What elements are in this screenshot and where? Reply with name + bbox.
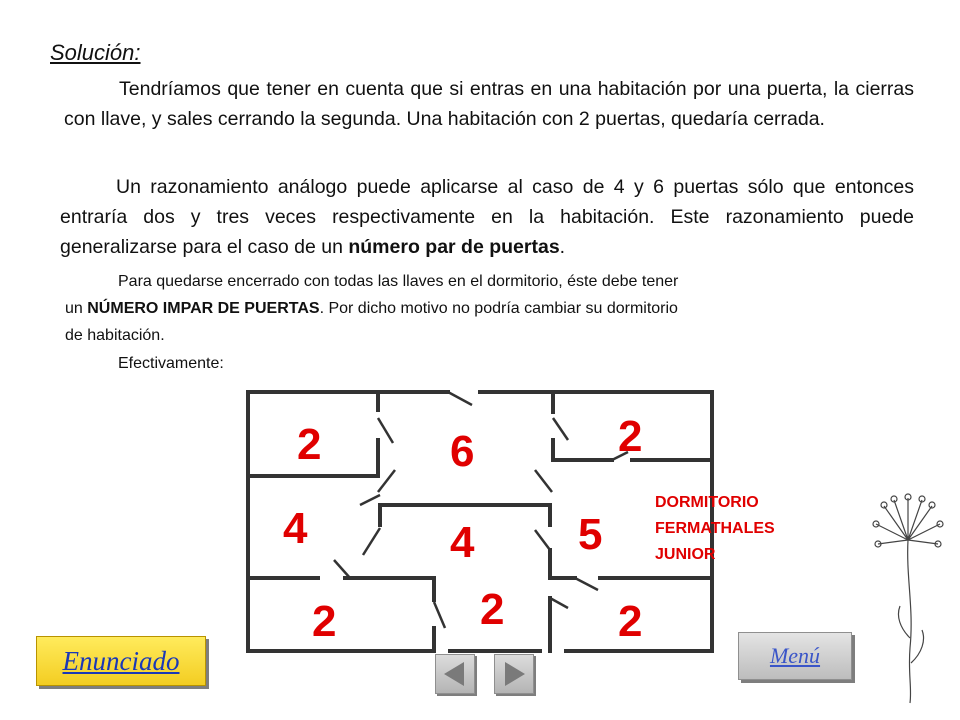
bedroom-label-line: JUNIOR bbox=[655, 546, 716, 563]
door bbox=[334, 560, 350, 578]
dandelion-leaf bbox=[898, 606, 910, 638]
room-door-count: 2 bbox=[480, 585, 505, 634]
dandelion-stem bbox=[908, 540, 911, 703]
door bbox=[378, 470, 395, 492]
paragraph-2-text: Un razonamiento análogo puede aplicarse al caso de 4 y 6 puertas sólo que entonces entraría dos y tres veces respectivamente en la habitación. Este razonamiento puede generalizarse para el caso de un bbox=[60, 176, 914, 258]
room-door-count: 2 bbox=[618, 412, 643, 461]
bedroom-door-count: 5 bbox=[578, 510, 603, 559]
next-slide-button[interactable] bbox=[494, 654, 534, 694]
door bbox=[378, 418, 393, 443]
room-door-count: 6 bbox=[450, 427, 475, 476]
right-triangle-icon bbox=[495, 655, 533, 693]
paragraph-4: Efectivamente: bbox=[118, 355, 224, 372]
door bbox=[434, 602, 445, 628]
solution-title: Solución: bbox=[50, 40, 141, 65]
room-door-count: 2 bbox=[618, 597, 643, 646]
dandelion-flower-illustration bbox=[870, 488, 950, 708]
previous-slide-button[interactable] bbox=[435, 654, 475, 694]
room-door-count: 4 bbox=[283, 504, 308, 553]
outer-wall bbox=[248, 392, 434, 651]
dandelion-leaf bbox=[911, 630, 924, 663]
room-door-count: 2 bbox=[312, 597, 337, 646]
paragraph-2-bold: número par de puertas bbox=[348, 236, 560, 258]
paragraph-1: Tendríamos que tener en cuenta que si entras en una habitación por una puerta, la cierras con llave, y sales cerrando la segunda. Una habitación con 2 puertas, quedaría cerrada. bbox=[64, 78, 914, 130]
paragraph-3-bold: NÚMERO IMPAR DE PUERTAS bbox=[87, 300, 320, 317]
paragraph-3-start: un bbox=[65, 300, 88, 317]
room-door-count: 4 bbox=[450, 518, 475, 567]
door bbox=[535, 470, 552, 492]
door bbox=[535, 530, 550, 550]
room-door-count: 2 bbox=[297, 420, 322, 469]
door bbox=[363, 528, 380, 555]
door bbox=[360, 495, 380, 505]
paragraph-3-line-3: de habitación. bbox=[65, 327, 165, 344]
door bbox=[553, 418, 568, 440]
paragraph-3-end: . Por dicho motivo no podría cambiar su dormitorio bbox=[319, 300, 678, 317]
bedroom-label-line: DORMITORIO bbox=[655, 494, 759, 511]
enunciado-button[interactable]: Enunciado bbox=[36, 636, 206, 686]
door bbox=[575, 578, 598, 590]
bedroom-label bbox=[655, 490, 775, 568]
door bbox=[550, 598, 568, 608]
menu-button[interactable]: Menú bbox=[738, 632, 852, 680]
wall bbox=[553, 440, 612, 460]
left-triangle-icon bbox=[436, 655, 474, 693]
dandelion-seed-head bbox=[873, 494, 943, 547]
paragraph-2-end: . bbox=[559, 236, 566, 258]
paragraph-3-line-1: Para quedarse encerrado con todas las llaves en el dormitorio, éste debe tener bbox=[118, 273, 679, 290]
door bbox=[448, 392, 472, 405]
bedroom-label-line: FERMATHALES bbox=[655, 520, 775, 537]
